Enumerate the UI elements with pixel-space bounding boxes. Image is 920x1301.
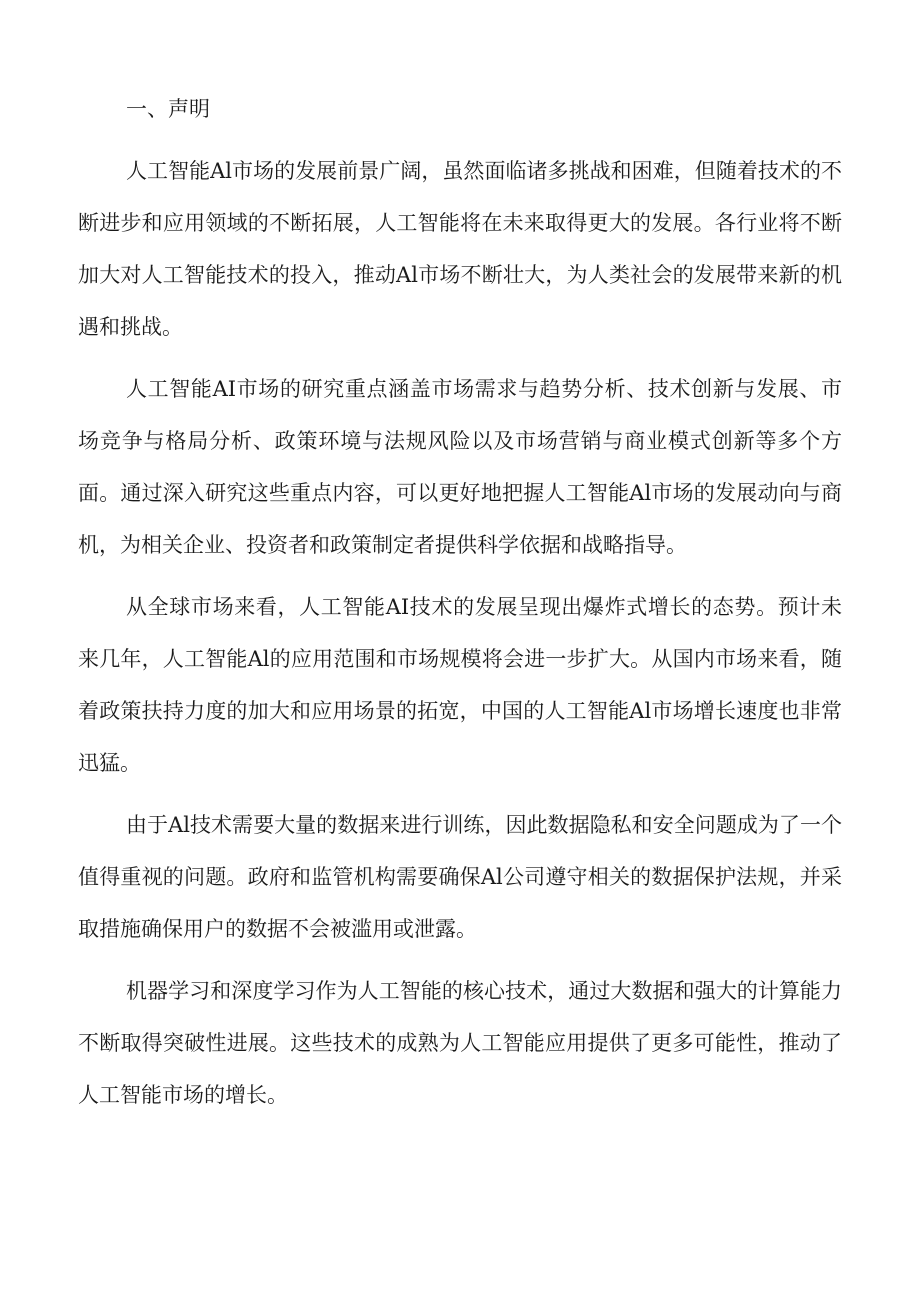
paragraph-1: 人工智能Al市场的发展前景广阔，虽然面临诸多挑战和困难，但随着技术的不断进步和应用领域的不断拓展，人工智能将在未来取得更大的发展。各行业将不断加大对人工智能技术的投入，推动Al市场不断壮大，为人类社会的发展带来新的机遇和挑战。 — [78, 159, 842, 339]
paragraph-4: 由于Al技术需要大量的数据来进行训练，因此数据隐私和安全问题成为了一个值得重视的问题。政府和监管机构需要确保Al公司遵守相关的数据保护法规，并采取措施确保用户的数据不会被滥用或泄露。 — [78, 813, 842, 941]
paragraph-3: 从全球市场来看，人工智能AI技术的发展呈现出爆炸式增长的态势。预计未来几年，人工智能Al的应用范围和市场规模将会进一步扩大。从国内市场来看，随着政策扶持力度的加大和应用场景的拓宽，中国的人工智能Al市场增长速度也非常迅猛。 — [78, 595, 842, 775]
section-heading: 一、声明 — [126, 97, 210, 121]
paragraph-2: 人工智能AI市场的研究重点涵盖市场需求与趋势分析、技术创新与发展、市场竞争与格局分析、政策环境与法规风险以及市场营销与商业模式创新等多个方面。通过深入研究这些重点内容，可以更好地把握人工智能Al市场的发展动向与商机，为相关企业、投资者和政策制定者提供科学依据和战略指导。 — [78, 377, 842, 557]
document-body — [78, 83, 842, 1121]
paragraph-5: 机器学习和深度学习作为人工智能的核心技术，通过大数据和强大的计算能力不断取得突破性进展。这些技术的成熟为人工智能应用提供了更多可能性，推动了人工智能市场的增长。 — [78, 979, 842, 1107]
